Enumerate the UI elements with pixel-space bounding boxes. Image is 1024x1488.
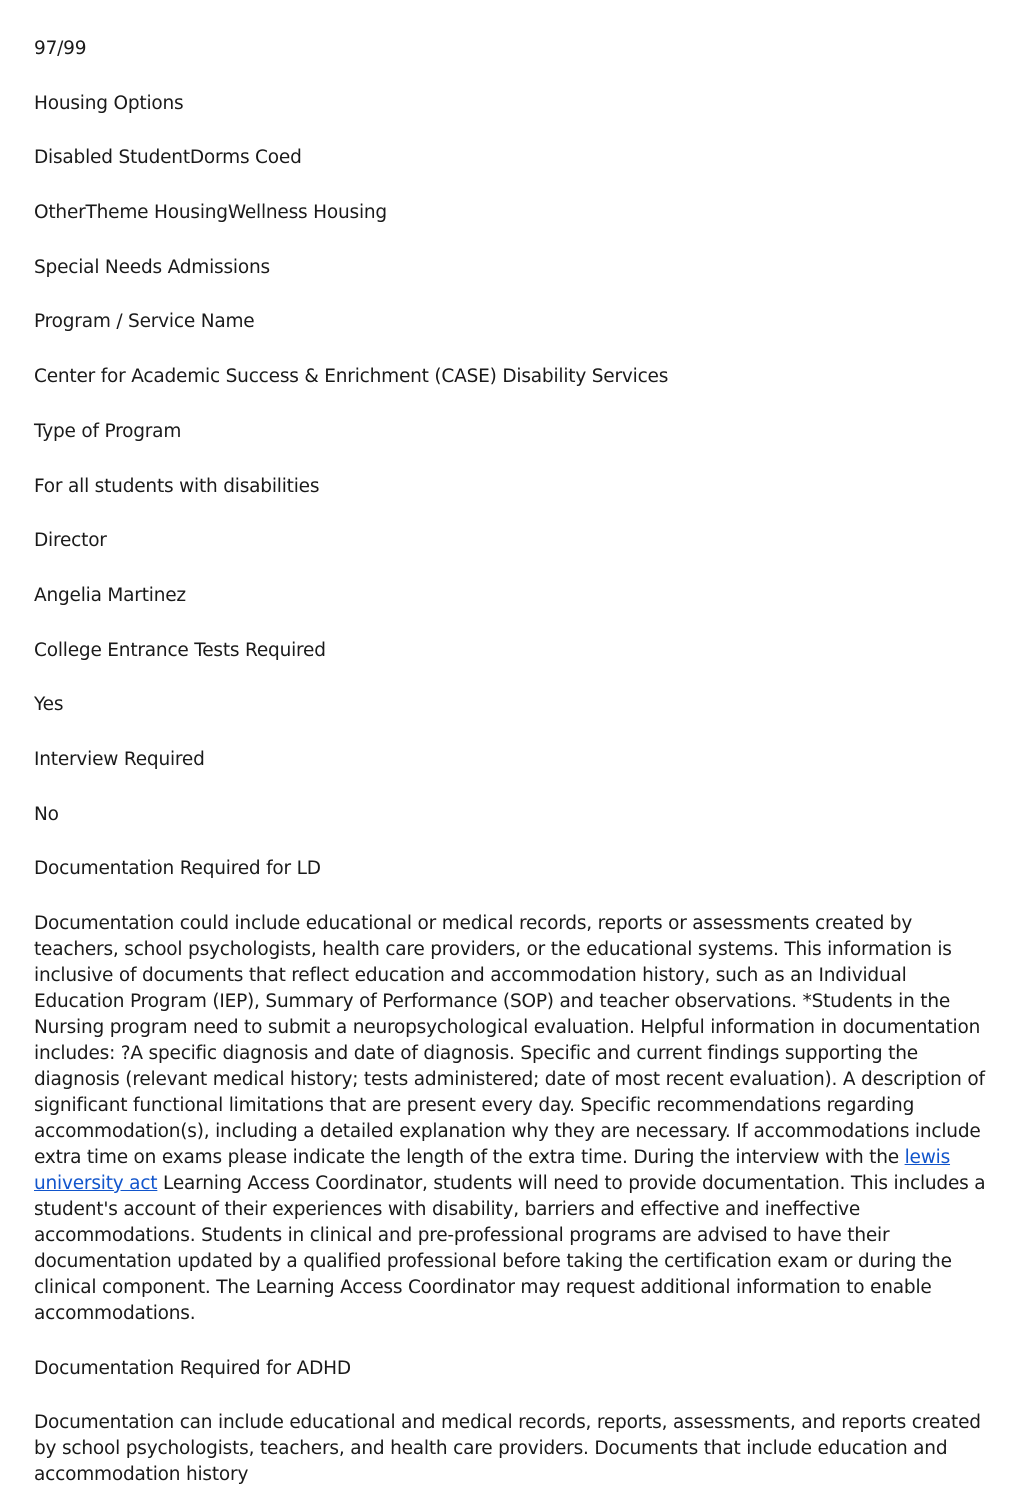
program-type-value: For all students with disabilities	[34, 475, 320, 497]
entrance-tests-value: Yes	[34, 694, 64, 716]
interview-required-value: No	[34, 803, 59, 825]
page-counter: 97/99	[34, 38, 87, 59]
documentation-adhd-label: Documentation Required for ADHD	[34, 1357, 351, 1379]
ld-text-part-2: Learning Access Coordinator, students will need to provide documentation. This includes a student's account of their experiences with disability, barriers and effective and ineffective accommodations. Students in clinical and pre-professional programs are advised to have their documentation updated by a qualified professional before taking the certification exam or during the clinical component. The Learning Access Coordinator may request additional information to enable accommodations.	[34, 1173, 986, 1324]
interview-required-label: Interview Required	[34, 748, 205, 770]
director-value: Angelia Martinez	[34, 584, 186, 606]
program-name-label: Program / Service Name	[34, 311, 255, 333]
housing-options-heading: Housing Options	[34, 92, 184, 114]
housing-options-line-1: Disabled StudentDorms Coed	[34, 147, 302, 169]
documentation-ld-paragraph	[34, 911, 990, 1327]
program-name-value: Center for Academic Success & Enrichment (CASE) Disability Services	[34, 366, 669, 388]
special-needs-admissions-heading: Special Needs Admissions	[34, 256, 270, 278]
documentation-adhd-paragraph: Documentation can include educational and medical records, reports, assessments, and reports created by school psychologists, teachers, and health care providers. Documents that include education and accommodation history	[34, 1412, 981, 1486]
director-label: Director	[34, 530, 107, 552]
program-type-label: Type of Program	[34, 420, 182, 442]
lewis-university-act-link[interactable]: lewis university act	[34, 1147, 951, 1194]
document-page	[34, 36, 990, 1488]
entrance-tests-label: College Entrance Tests Required	[34, 639, 326, 661]
documentation-ld-label: Documentation Required for LD	[34, 858, 321, 880]
ld-text-part-1: Documentation could include educational or medical records, reports or assessments created by teachers, school psychologists, health care providers, or the educational systems. This information is inclusive of documents that reflect education and accommodation history, such as an Individual Education Program (IEP), Summary of Performance (SOP) and teacher observations. *Students in the Nursing program need to submit a neuropsychological evaluation. Helpful information in documentation includes: ?A specific diagnosis and date of diagnosis. Specific and current findings supporting the diagnosis (relevant medical history; tests administered; date of most recent evaluation). A description of significant functional limitations that are present every day. Specific recommendations regarding accommodation(s), including a detailed explanation why they are necessary. If accommodations include extra time on exams please indicate the length of the extra time. During the interview with the	[34, 913, 985, 1168]
housing-options-line-2: OtherTheme HousingWellness Housing	[34, 202, 387, 224]
